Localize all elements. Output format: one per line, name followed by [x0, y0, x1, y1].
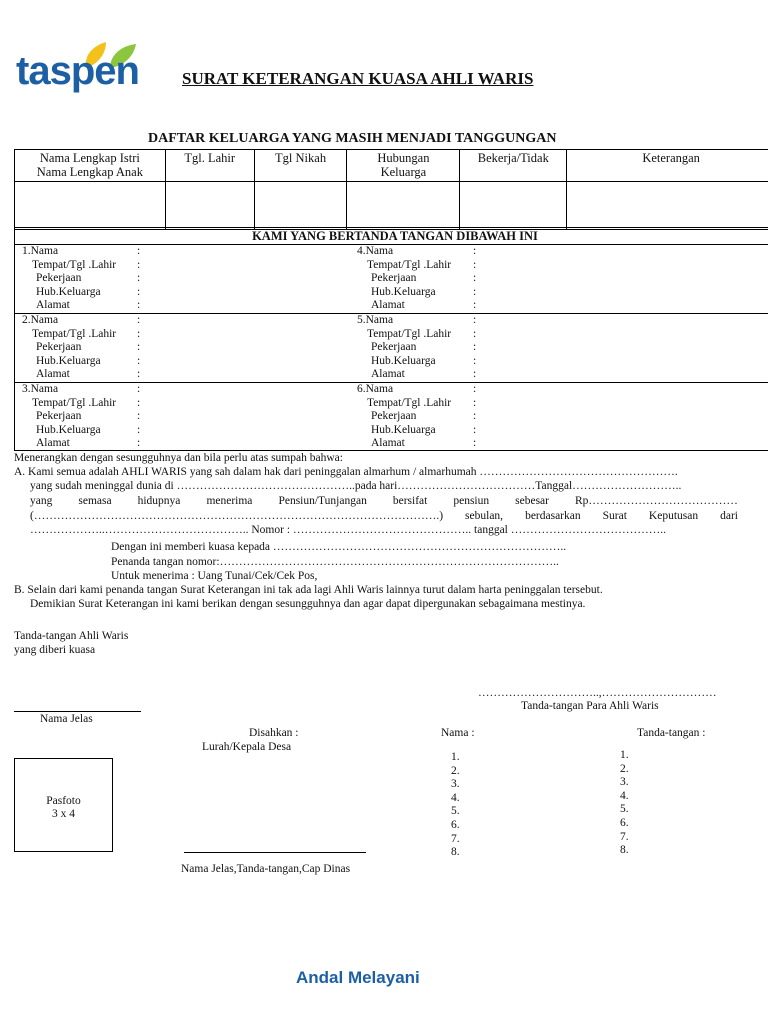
- person-field-colon: :: [137, 423, 141, 436]
- statement-word: Rp…………………………………: [575, 495, 738, 507]
- col-keterangan: Keterangan: [567, 150, 768, 182]
- person-field-label: 4.Nama: [357, 245, 394, 257]
- person-field-colon: :: [473, 245, 477, 257]
- col-hubungan-keluarga: Hubungan Keluarga: [347, 150, 460, 182]
- person-field-label: Alamat: [36, 437, 70, 450]
- family-section-title: DAFTAR KELUARGA YANG MASIH MENJADI TANGGUNGAN: [148, 131, 557, 146]
- demikian-line: Demikian Surat Keterangan ini kami berikan dengan sesungguhnya dan agar dapat dipergunakan sebagaimana mestinya.: [30, 598, 586, 610]
- statement-word: dari: [720, 510, 738, 522]
- nama-jelas-label: Nama Jelas: [40, 713, 93, 725]
- person-field[interactable]: [22, 424, 362, 438]
- list-item-number: 3.: [620, 776, 629, 789]
- person-field-colon: :: [137, 245, 141, 257]
- list-item-number: 1.: [451, 751, 460, 763]
- list-item-number: 4.: [451, 791, 460, 804]
- pasfoto-box: [14, 758, 113, 852]
- person-field[interactable]: [357, 410, 697, 424]
- person-field-label: Tempat/Tgl .Lahir: [367, 258, 452, 271]
- logo-wordmark: taspen: [16, 49, 139, 93]
- person-field[interactable]: [357, 397, 697, 411]
- table-cell[interactable]: [15, 182, 166, 230]
- person-field-label: Alamat: [371, 299, 405, 312]
- person-field[interactable]: [357, 368, 697, 382]
- signature-line-lurah: [184, 852, 366, 853]
- untuk-menerima-line: Untuk menerima : Uang Tunai/Cek/Cek Pos,: [111, 570, 318, 582]
- table-cell[interactable]: [460, 182, 567, 230]
- person-field-colon: :: [137, 383, 141, 395]
- pasfoto-label: Pasfoto: [46, 795, 81, 807]
- statement-a-line5: ………………..……………………………….. Nomor : ……………………………………….. tanggal …………………………………..: [30, 524, 666, 536]
- table-cell[interactable]: [347, 182, 460, 230]
- person-field[interactable]: [357, 437, 697, 451]
- person-field[interactable]: [22, 383, 362, 397]
- table-cell[interactable]: [254, 182, 347, 230]
- person-field-colon: :: [473, 437, 477, 450]
- person-field-colon: :: [137, 327, 141, 340]
- statement-word: menerima: [206, 495, 253, 507]
- list-item-number: 8.: [451, 846, 460, 859]
- statement-word: semasa: [78, 495, 112, 507]
- cap-dinas-label: Nama Jelas,Tanda-tangan,Cap Dinas: [181, 863, 351, 875]
- statement-intro: Menerangkan dengan sesungguhnya dan bila perlu atas sumpah bahwa:: [14, 452, 343, 464]
- family-table: [14, 149, 768, 230]
- col-bekerja-tidak: Bekerja/Tidak: [460, 150, 567, 182]
- person-field-label: Tempat/Tgl .Lahir: [32, 258, 117, 271]
- person-field[interactable]: [22, 299, 362, 313]
- person-field-colon: :: [137, 285, 141, 298]
- statement-a-line2: yang sudah meninggal dunia di ………………………………………..pada hari………………………………Tanggal………………………..: [30, 480, 682, 492]
- person-field-label: 2.Nama: [22, 314, 59, 326]
- person-field-colon: :: [137, 410, 141, 423]
- person-field-label: Tempat/Tgl .Lahir: [367, 396, 452, 409]
- statement-b: B. Selain dari kami penanda tangan Surat Keterangan ini tak ada lagi Ahli Waris lainnya turut dalam harta peninggalan tersebut.: [14, 584, 603, 596]
- person-field[interactable]: [22, 368, 362, 382]
- person-field-colon: :: [473, 285, 477, 298]
- person-field-label: Tempat/Tgl .Lahir: [32, 327, 117, 340]
- person-field-label: Alamat: [371, 437, 405, 450]
- statement-word: berdasarkan: [525, 510, 581, 522]
- statement-word: (…………………………………………………………………………………………….): [30, 510, 444, 522]
- list-item-number: 2.: [620, 762, 629, 775]
- lurah-label: Lurah/Kepala Desa: [202, 741, 292, 753]
- person-field[interactable]: [357, 383, 697, 397]
- statement-word: Surat: [602, 510, 627, 522]
- person-field[interactable]: [22, 259, 362, 273]
- person-field[interactable]: [22, 437, 362, 451]
- place-date-line: …………………………..,…………………………: [478, 687, 717, 699]
- statement-a-line1: A. Kami semua adalah AHLI WARIS yang sah dalam hak dari peninggalan almarhum / almarhumah …………………………………………….: [14, 466, 678, 478]
- person-field-colon: :: [473, 354, 477, 367]
- col-tgl-lahir: Tgl. Lahir: [165, 150, 254, 182]
- list-item-number: 7.: [620, 830, 629, 843]
- person-field-label: Alamat: [36, 299, 70, 312]
- person-field-colon: :: [473, 341, 477, 354]
- person-block: [357, 383, 697, 451]
- list-item-number: 6.: [620, 816, 629, 829]
- list-item-number: 1.: [620, 749, 629, 761]
- person-field-label: Pekerjaan: [371, 341, 417, 354]
- person-field-colon: :: [473, 396, 477, 409]
- persons-section-title: KAMI YANG BERTANDA TANGAN DIBAWAH INI: [14, 227, 768, 245]
- person-field-label: Alamat: [36, 368, 70, 381]
- person-field-colon: :: [473, 383, 477, 395]
- person-field-colon: :: [473, 299, 477, 312]
- person-field-colon: :: [137, 437, 141, 450]
- table-row: [15, 182, 768, 230]
- person-field-label: 3.Nama: [22, 383, 59, 395]
- person-field[interactable]: [357, 314, 697, 328]
- pasfoto-size: 3 x 4: [52, 808, 75, 820]
- nama-column-label: Nama :: [441, 727, 475, 739]
- person-field[interactable]: [22, 341, 362, 355]
- person-field[interactable]: [357, 424, 697, 438]
- person-field-label: 5.Nama: [357, 314, 394, 326]
- statement-word: hidupnya: [137, 495, 181, 507]
- table-cell[interactable]: [165, 182, 254, 230]
- diberi-kuasa-label: yang diberi kuasa: [14, 644, 96, 656]
- ttd-number-list: [620, 749, 629, 858]
- statement-word: Pensiun/Tunjangan: [278, 495, 367, 507]
- nama-number-list: [451, 751, 460, 860]
- person-field[interactable]: [357, 299, 697, 313]
- person-field-label: Hub.Keluarga: [371, 354, 436, 367]
- person-field[interactable]: [22, 397, 362, 411]
- disahkan-label: Disahkan :: [249, 727, 299, 739]
- statement-word: sebesar: [515, 495, 549, 507]
- person-field[interactable]: [22, 245, 362, 259]
- list-item-number: 8.: [620, 844, 629, 857]
- penanda-tangan-line: Penanda tangan nomor:……………………………………………………………………………..: [111, 556, 559, 568]
- person-field-colon: :: [137, 299, 141, 312]
- person-field-colon: :: [473, 272, 477, 285]
- ttd-ahli-waris-label: Tanda-tangan Ahli Waris: [14, 630, 129, 642]
- statement-word: yang: [30, 495, 53, 507]
- person-field-colon: :: [137, 354, 141, 367]
- person-block: [357, 314, 697, 382]
- person-field-label: 6.Nama: [357, 383, 394, 395]
- statement-word: bersifat: [392, 495, 428, 507]
- ttd-para-ahli-waris-label: Tanda-tangan Para Ahli Waris: [521, 700, 659, 712]
- kuasa-line: Dengan ini memberi kuasa kepada …………………………………………………………………..: [111, 541, 567, 553]
- person-field[interactable]: [22, 355, 362, 369]
- person-field-label: 1.Nama: [22, 245, 59, 257]
- person-field[interactable]: [22, 314, 362, 328]
- list-item-number: 5.: [620, 803, 629, 816]
- person-block: [357, 245, 697, 313]
- person-field[interactable]: [357, 272, 697, 286]
- person-field-colon: :: [137, 341, 141, 354]
- statement-word: Keputusan: [648, 510, 699, 522]
- person-field-label: Pekerjaan: [371, 272, 417, 285]
- person-field[interactable]: [357, 341, 697, 355]
- person-field[interactable]: [357, 286, 697, 300]
- person-field-colon: :: [473, 258, 477, 271]
- list-item-number: 7.: [451, 832, 460, 845]
- document-title: SURAT KETERANGAN KUASA AHLI WARIS: [182, 69, 534, 88]
- list-item-number: 3.: [451, 778, 460, 791]
- list-item-number: 2.: [451, 764, 460, 777]
- person-field-colon: :: [473, 423, 477, 436]
- person-field-colon: :: [137, 368, 141, 381]
- person-field-colon: :: [137, 272, 141, 285]
- list-item-number: 5.: [451, 805, 460, 818]
- person-field-label: Pekerjaan: [36, 410, 82, 423]
- person-field-colon: :: [473, 314, 477, 326]
- person-field-label: Hub.Keluarga: [36, 354, 101, 367]
- col-nama-lengkap: Nama Lengkap Istri Nama Lengkap Anak: [15, 150, 166, 182]
- person-field[interactable]: [22, 328, 362, 342]
- person-field-label: Hub.Keluarga: [371, 423, 436, 436]
- person-field[interactable]: [22, 410, 362, 424]
- person-field-label: Alamat: [371, 368, 405, 381]
- person-field[interactable]: [357, 355, 697, 369]
- person-field[interactable]: [357, 328, 697, 342]
- person-field-colon: :: [137, 314, 141, 326]
- person-field-label: Pekerjaan: [36, 272, 82, 285]
- person-field[interactable]: [357, 245, 697, 259]
- person-field-colon: :: [473, 368, 477, 381]
- person-block: [22, 383, 362, 451]
- statement-a-line4: [30, 509, 738, 523]
- col-tgl-nikah: Tgl Nikah: [254, 150, 347, 182]
- person-field-colon: :: [473, 327, 477, 340]
- statement-word: pensiun: [453, 495, 490, 507]
- family-table-header-row: [15, 150, 768, 182]
- person-field-label: Hub.Keluarga: [36, 285, 101, 298]
- person-field-colon: :: [473, 410, 477, 423]
- statement-word: sebulan,: [465, 510, 504, 522]
- person-block: [22, 245, 362, 313]
- person-field[interactable]: [22, 286, 362, 300]
- person-field[interactable]: [357, 259, 697, 273]
- tanda-tangan-column-label: Tanda-tangan :: [637, 727, 706, 739]
- person-field-colon: :: [137, 258, 141, 271]
- person-field-label: Tempat/Tgl .Lahir: [32, 396, 117, 409]
- person-field-label: Hub.Keluarga: [371, 285, 436, 298]
- statement-a-line3: [30, 494, 738, 508]
- person-field-label: Tempat/Tgl .Lahir: [367, 327, 452, 340]
- taspen-logo: [16, 40, 140, 98]
- person-field-colon: :: [137, 396, 141, 409]
- person-field[interactable]: [22, 272, 362, 286]
- person-block: [22, 314, 362, 382]
- list-item-number: 6.: [451, 818, 460, 831]
- person-field-label: Hub.Keluarga: [36, 423, 101, 436]
- list-item-number: 4.: [620, 789, 629, 802]
- footer-tagline: Andal Melayani: [296, 968, 420, 987]
- person-field-label: Pekerjaan: [36, 341, 82, 354]
- table-cell[interactable]: [567, 182, 768, 230]
- person-field-label: Pekerjaan: [371, 410, 417, 423]
